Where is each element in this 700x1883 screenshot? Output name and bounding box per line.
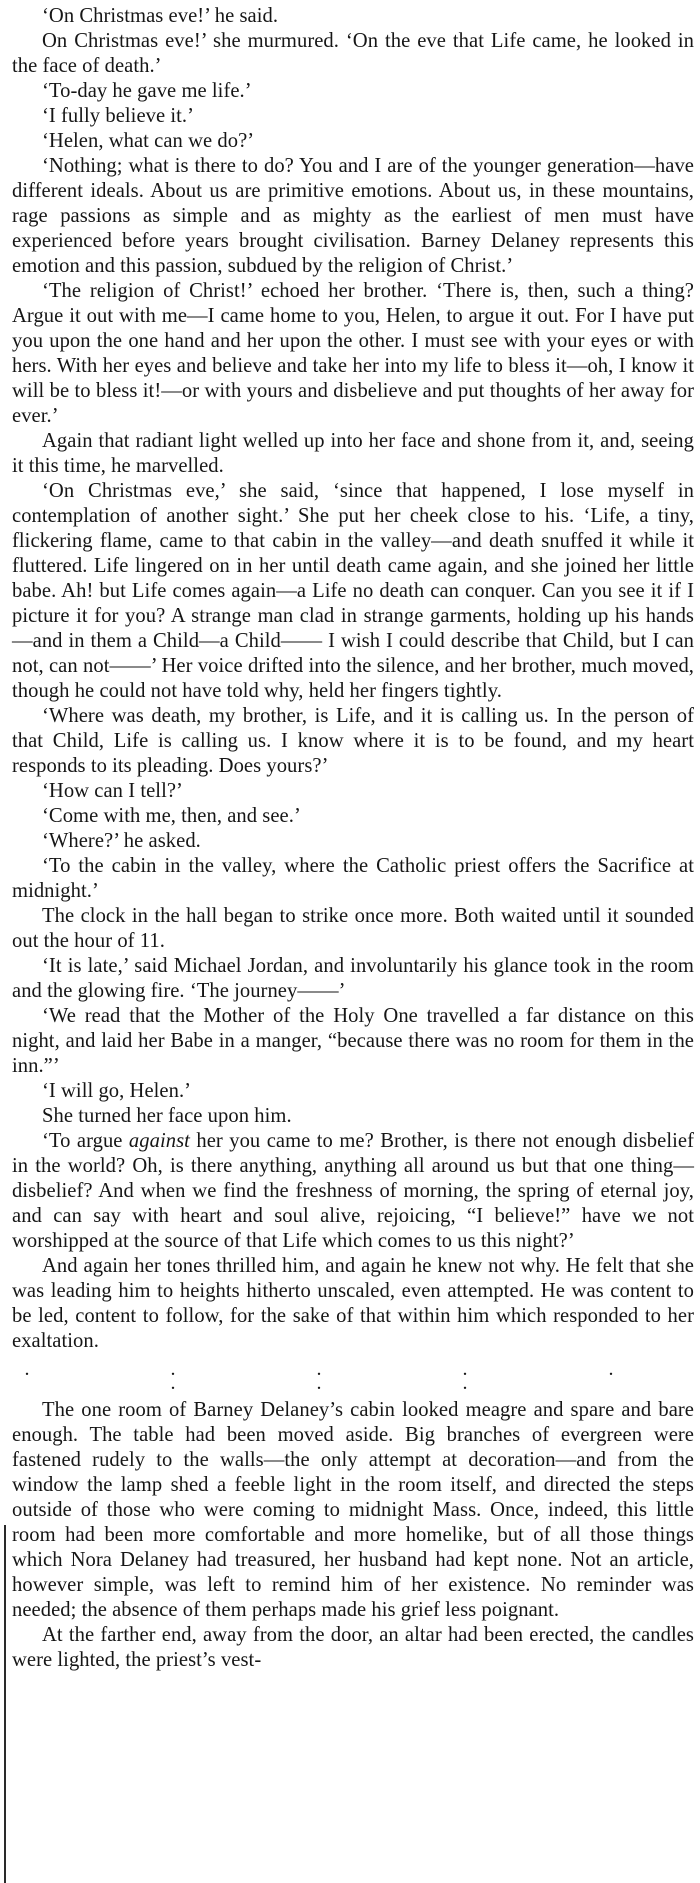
- column-rule: [4, 1525, 6, 1883]
- story-text-part-2: [12, 1254, 694, 1354]
- argue-text-end: her you came to me? Brother, is there not enough disbelief in the world? Oh, is there anything, anything all around us but that one thing—disbelief? And when we find the freshness of morning, the spring of eternal joy, and can say with heart and soul alive, rejoicing, “I believe!” have we not worshipped at the source of that Life which comes to us this night?’: [12, 1130, 694, 1252]
- story-paragraph: The one room of Barney Delaney’s cabin looked meagre and spare and bare enough. The table had been moved aside. Big branches of evergreen were fastened rudely to the walls—the only attempt at decoration—and from the window the lamp shed a feeble light in the room itself, and directed the steps outside of those who were coming to midnight Mass. Once, indeed, this little room had been more comfortable and more homelike, but of all those things which Nora Delaney had treasured, her husband had kept none. Not an article, however simple, was left to remind him of her existence. No reminder was needed; the absence of them perhaps made his grief less poignant.: [12, 1399, 694, 1621]
- story-paragraph: ‘How can I tell?’: [42, 780, 183, 802]
- story-paragraph: ‘Nothing; what is there to do? You and I are of the younger generation—have different ideals. About us are primitive emotions. About us, in these mountains, rage passions as simple and as mighty as the earliest of men must have experienced before years brought civilisation. Barney Delaney represents this emotion and this passion, subdued by the religion of Christ.’: [12, 155, 694, 277]
- story-paragraph: ‘I fully believe it.’: [42, 105, 195, 127]
- story-paragraph: On Christmas eve!’ she murmured. ‘On the eve that Life came, he looked in the face of death.’: [12, 30, 694, 77]
- story-paragraph: ‘We read that the Mother of the Holy One travelled a far distance on this night, and laid her Babe in a manger, “because there was no room for them in the inn.”’: [12, 1005, 694, 1077]
- story-paragraph: ‘On Christmas eve!’ he said.: [42, 5, 279, 27]
- story-paragraph: ‘To the cabin in the valley, where the Catholic priest offers the Sacrifice at midnight.’: [12, 855, 694, 902]
- story-paragraph: ‘Helen, what can we do?’: [42, 130, 255, 152]
- story-paragraph: ‘It is late,’ said Michael Jordan, and involuntarily his glance took in the room and the glowing fire. ‘The journey——’: [12, 955, 694, 1002]
- story-paragraph: Again that radiant light welled up into her face and shone from it, and, seeing it this time, he marvelled.: [12, 430, 694, 477]
- story-paragraph: ‘To-day he gave me life.’: [42, 80, 252, 102]
- story-paragraph: ‘Come with me, then, and see.’: [42, 805, 301, 827]
- story-paragraph-argue-against: [12, 1129, 694, 1254]
- story-paragraph: ‘Where?’ he asked.: [42, 830, 201, 852]
- story-paragraph: ‘The religion of Christ!’ echoed her brother. ‘There is, then, such a thing? Argue it out with me—I came home to you, Helen, to argue it out. For I have put you upon the one hand and her upon the other. I must see with your eyes or with hers. With her eyes and believe and take her into my life to bless it—oh, I know it will be to bless it!—or with yours and disbelieve and put thoughts of her away for ever.’: [12, 280, 694, 427]
- emphasis-against: against: [128, 1130, 190, 1152]
- story-paragraph: ‘On Christmas eve,’ she said, ‘since that happened, I lose myself in contemplation of another sight.’ She put her cheek close to his. ‘Life, a tiny, flickering flame, came to that cabin in the valley—and death snuffed it while it fluttered. Life lingered on in her until death came again, and she joined her little babe. Ah! but Life comes again—a Life no death can conquer. Can you see it if I picture it for you? A strange man clad in strange garments, holding up his hands—and in them a Child—a Child—— I wish I could describe that Child, but I can not, can not——’ Her voice drifted into the silence, and her brother, much moved, though he could not have told why, held her fingers tightly.: [12, 480, 694, 702]
- story-text-part-1: [12, 4, 694, 1129]
- story-paragraph: And again her tones thrilled him, and again he knew not why. He felt that she was leading him to heights hitherto unscaled, even attempted. He was content to be led, content to follow, for the sake of that within him which responded to her exaltation.: [12, 1255, 694, 1352]
- story-paragraph: She turned her face upon him.: [42, 1105, 292, 1127]
- story-text-part-3: [12, 1398, 694, 1673]
- story-paragraph: ‘Where was death, my brother, is Life, and it is calling us. In the person of that Child, Life is calling us. I know where it is to be found, and my heart responds to its pleading. Does yours?’: [12, 705, 694, 777]
- section-separator-dots: . . . . . . . .: [24, 1358, 682, 1394]
- story-paragraph: The clock in the hall began to strike once more. Both waited until it sounded out the hour of 11.: [12, 905, 694, 952]
- story-paragraph: At the farther end, away from the door, an altar had been erected, the candles were lighted, the priest’s vest-: [12, 1624, 694, 1671]
- argue-text-start: ‘To argue: [42, 1130, 129, 1152]
- story-paragraph: ‘I will go, Helen.’: [42, 1080, 192, 1102]
